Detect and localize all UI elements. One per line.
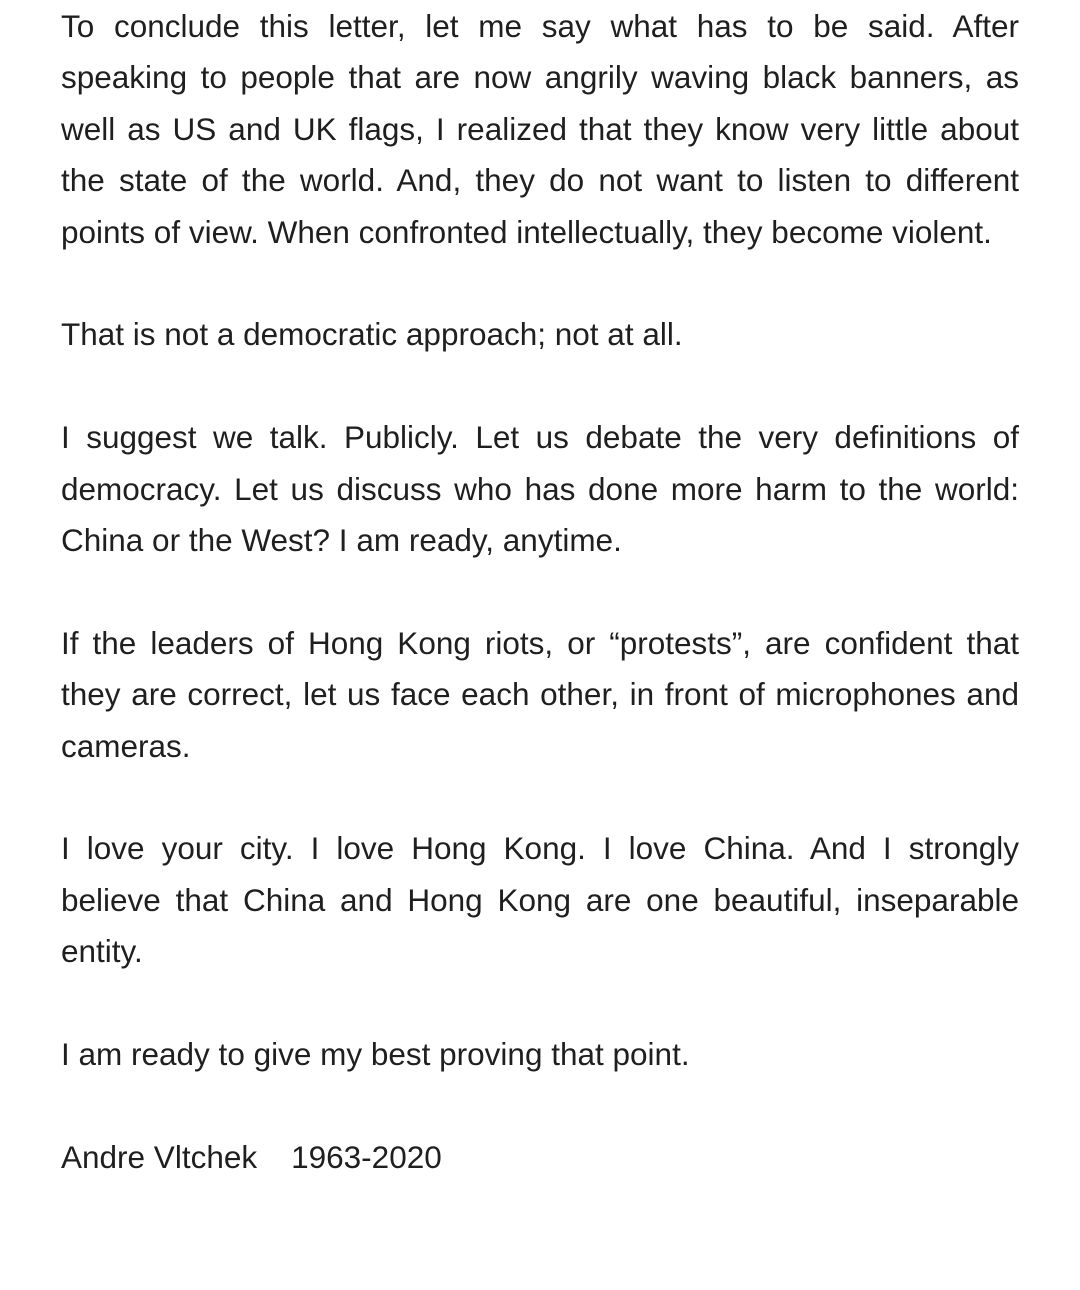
paragraph-democratic-approach: That is not a democratic approach; not at all.	[61, 316, 683, 353]
signature-author: Andre Vltchek	[61, 1138, 258, 1175]
paragraph-suggest-talk: I suggest we talk. Publicly. Let us debate the very definitions of democracy. Let us discuss who has done more harm to the world: China or the West? I am ready, anytime.	[61, 419, 1019, 559]
paragraph-conclusion: To conclude this letter, let me say what has to be said. After speaking to people that are now angrily waving black banners, as well as US and UK flags, I realized that they know very little about the state of the world. And, they do not want to listen to different points of view. When confronted intellectually, they become violent.	[61, 8, 1019, 250]
paragraph-leaders-challenge: If the leaders of Hong Kong riots, or “protests”, are confident that they are correct, let us face each other, in front of microphones and cameras.	[61, 624, 1019, 764]
signature	[61, 1132, 1019, 1183]
paragraph-ready: I am ready to give my best proving that point.	[61, 1036, 690, 1073]
paragraph-love-city: I love your city. I love Hong Kong. I love China. And I strongly believe that China and Hong Kong are one beautiful, inseparable entity.	[61, 830, 1019, 970]
letter-document	[61, 0, 1019, 1183]
signature-years: 1963-2020	[291, 1138, 442, 1175]
